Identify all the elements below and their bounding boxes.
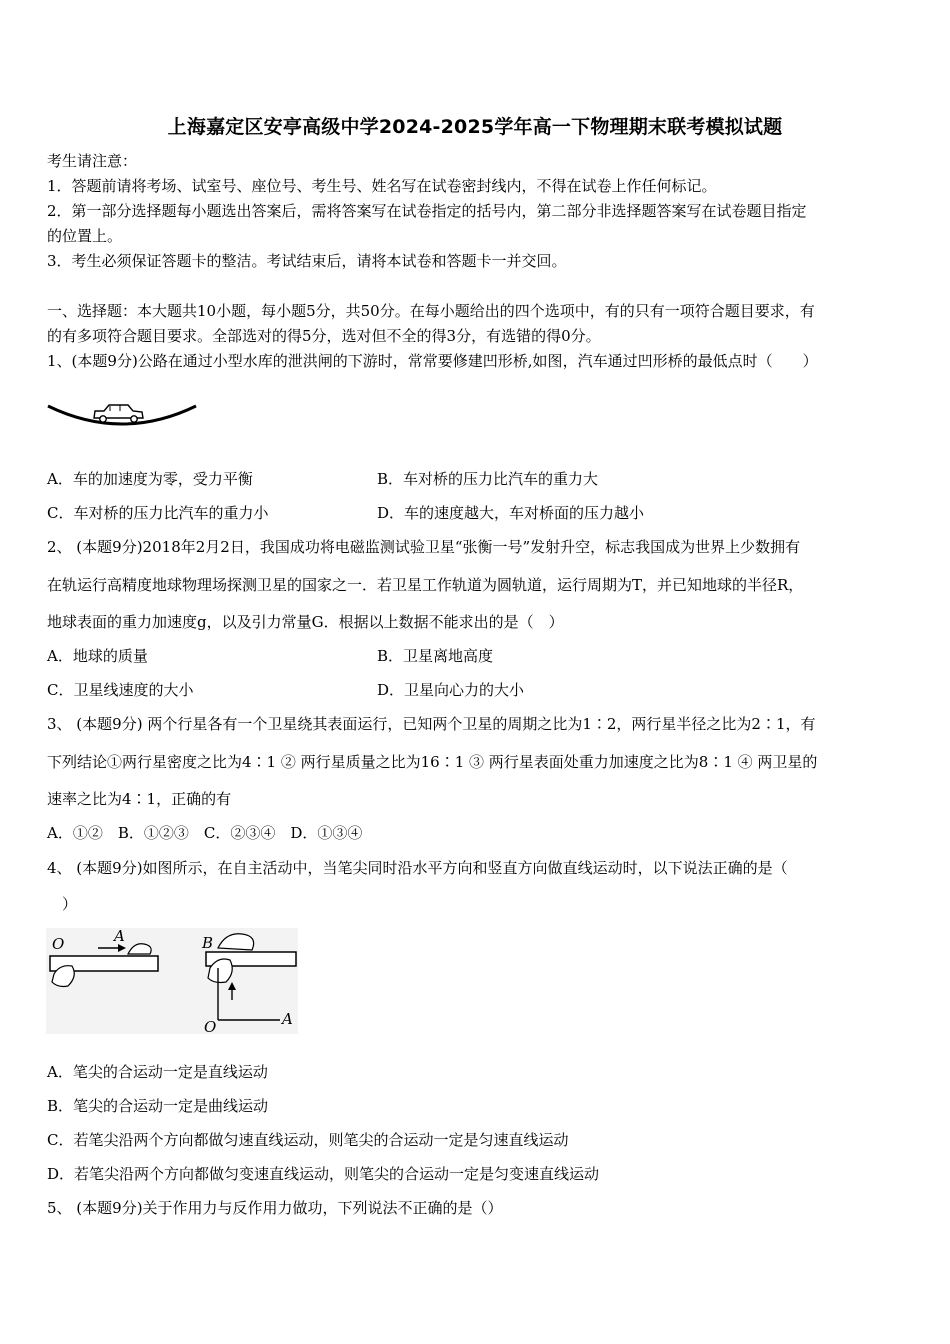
- label-o-left: O: [52, 935, 65, 953]
- notice-item-2-line-2: 的位置上。: [47, 227, 123, 245]
- q2-stem-line-2: 在轨运行高精度地球物理场探测卫星的国家之一．若卫星工作轨道为圆轨道，运行周期为T，并已知地球的半径R，: [47, 576, 804, 594]
- q3-stem-line-3: 速率之比为4∶1，正确的有: [47, 790, 232, 808]
- label-a-right: A: [282, 1010, 293, 1028]
- q2-option-c[interactable]: C．卫星线速度的大小: [47, 681, 194, 699]
- q3-stem-line-2: 下列结论①两行星密度之比为4∶1 ② 两行星质量之比为16∶1 ③ 两行星表面处重力加速度之比为8∶1 ④ 两卫星的: [47, 753, 818, 771]
- q1-option-c[interactable]: C．车对桥的压力比汽车的重力小: [47, 504, 269, 522]
- q2-option-d[interactable]: D．卫星向心力的大小: [377, 681, 525, 699]
- label-a-left: A: [114, 928, 125, 945]
- section-instructions-line-1: 一、选择题：本大题共10小题，每小题5分，共50分。在每小题给出的四个选项中，有的只有一项符合题目要求，有: [47, 302, 815, 320]
- q2-option-b[interactable]: B．卫星离地高度: [377, 647, 494, 665]
- concave-bridge-figure: [46, 398, 198, 430]
- q3-stem-line-1: 3、 (本题9分) 两个行星各有一个卫星绕其表面运行，已知两个卫星的周期之比为1∶2，两行星半径之比为2∶1，有: [47, 715, 816, 733]
- page-title: 上海嘉定区安亭高级中学2024-2025学年高一下物理期末联考模拟试题: [167, 116, 783, 138]
- q2-option-a[interactable]: A．地球的质量: [47, 647, 148, 665]
- q1-option-d[interactable]: D．车的速度越大，车对桥面的压力越小: [377, 504, 645, 522]
- q2-stem-line-3: 地球表面的重力加速度g，以及引力常量G．根据以上数据不能求出的是（ ）: [47, 613, 564, 631]
- car-icon: [94, 405, 143, 422]
- q1-option-a[interactable]: A．车的加速度为零，受力平衡: [47, 470, 253, 488]
- q4-stem-line-2: ）: [47, 895, 78, 913]
- label-b-right: B: [202, 934, 214, 952]
- pen-motion-figure: [46, 928, 298, 1034]
- q4-option-a[interactable]: A．笔尖的合运动一定是直线运动: [47, 1063, 268, 1081]
- q4-option-c[interactable]: C．若笔尖沿两个方向都做匀速直线运动，则笔尖的合运动一定是匀速直线运动: [47, 1131, 569, 1149]
- section-instructions-line-2: 的有多项符合题目要求。全部选对的得5分，选对但不全的得3分，有选错的得0分。: [47, 327, 601, 345]
- label-o-right: O: [204, 1018, 217, 1034]
- q4-stem-line-1: 4、 (本题9分)如图所示，在自主活动中，当笔尖同时沿水平方向和竖直方向做直线运动时，以下说法正确的是（: [47, 859, 788, 877]
- notice-item-1: 1．答题前请将考场、试室号、座位号、考生号、姓名写在试卷密封线内，不得在试卷上作任何标记。: [47, 177, 717, 195]
- q5-stem: 5、 (本题9分)关于作用力与反作用力做功，下列说法不正确的是（）: [47, 1199, 503, 1217]
- figure-background: [46, 928, 298, 1034]
- notice-item-2-line-1: 2．第一部分选择题每小题选出答案后，需将答案写在试卷指定的括号内，第二部分非选择题答案写在试卷题目指定: [47, 202, 807, 220]
- notice-item-3: 3．考生必须保证答题卡的整洁。考试结束后，请将本试卷和答题卡一并交回。: [47, 252, 567, 270]
- q1-option-b[interactable]: B．车对桥的压力比汽车的重力大: [377, 470, 599, 488]
- q4-option-d[interactable]: D．若笔尖沿两个方向都做匀变速直线运动，则笔尖的合运动一定是匀变速直线运动: [47, 1165, 600, 1183]
- q1-stem: 1、(本题9分)公路在通过小型水库的泄洪闸的下游时，常常要修建凹形桥,如图，汽车通过凹形桥的最低点时（ ）: [47, 352, 818, 370]
- notice-heading: 考生请注意：: [47, 152, 138, 170]
- q2-stem-line-1: 2、 (本题9分)2018年2月2日，我国成功将电磁监测试验卫星“张衡一号”发射升空，标志我国成为世界上少数拥有: [47, 538, 801, 556]
- q3-options[interactable]: A．①② B．①②③ C．②③④ D．①③④: [47, 824, 363, 842]
- q4-option-b[interactable]: B．笔尖的合运动一定是曲线运动: [47, 1097, 269, 1115]
